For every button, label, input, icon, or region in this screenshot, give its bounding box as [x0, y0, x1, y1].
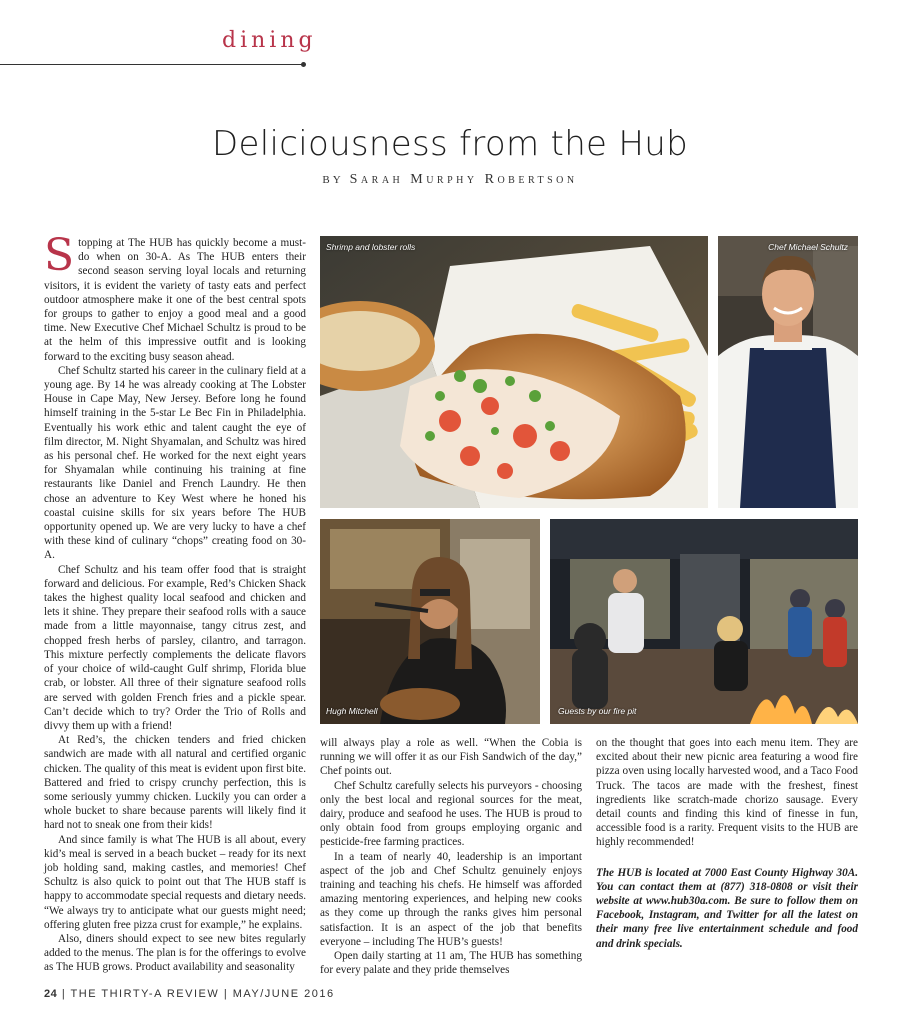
photo-caption: Guests by our fire pit: [558, 706, 637, 716]
photo-caption: Chef Michael Schultz: [768, 242, 848, 252]
section-divider-dot: [301, 62, 306, 67]
footer-separator: |: [223, 988, 233, 1000]
paragraph: In a team of nearly 40, leadership is an important aspect of the job and Chef Schultz genuinely enjoys training and teaching his chefs. He himself was afforded amazing mentoring experiences, and helping new cooks as they come up through the ranks gives him personal satisfaction. It is an aspect of the job that benefits everyone – including The HUB’s guests!: [320, 850, 582, 948]
author-name: Sarah Murphy Robertson: [349, 172, 578, 187]
photo-caption: Hugh Mitchell: [326, 706, 378, 716]
article-title: Deliciousness from the Hub: [212, 124, 688, 164]
page-footer: [44, 988, 335, 1000]
paragraph: on the thought that goes into each menu item. They are excited about their new picnic area featuring a wood fire pizza oven using locally harvested wood, and a Taco Food Truck. The tacos are made with the freshest, finest ingredients like scratch-made chorizo sausage. Every detail counts and finding this kind of finesse in fun, accessible food is a rarity. Frequent visits to the HUB are highly recommended!: [596, 737, 858, 849]
paragraph: At Red’s, the chicken tenders and fried chicken sandwich are made with all natural and certified organic chicken. The quality of this meat is evident upon first bite. Battered and fried to crispy crunchy perfection, this is some seriously yummy chicken. Luckily you can order a whole bucket to share because parents will likely find it hard not to sneak one from their kids!: [44, 734, 306, 832]
issue-date: MAY/JUNE 2016: [232, 988, 335, 1000]
paragraph: Chef Schultz and his team offer food that is straight forward and delicious. For example, Red’s Chicken Shack takes the highest quality local seafood and chicken and lets it shine. They prepare their seafood rolls with a sauce made from a little mayonnaise, tangy citrus zest, and chopped fresh herbs of parsley, cilantro, and tarragon. This mixture perfectly complements the delicate flavors of your choice of wild-caught Gulf shrimp, Florida blue crab, or lobster. All three of their signature seafood rolls are served with golden French fries and a pickle spear. Can’t decide which to try? Order the Trio of Rolls and divvy them up with a friend!: [44, 563, 306, 732]
photo-fire-pit-guests: [550, 519, 858, 724]
photo-caption: Shrimp and lobster rolls: [326, 242, 416, 252]
paragraph: Chef Schultz carefully selects his purveyors - choosing only the best local and regional sources for the meat, dairy, produce and seafood he uses. The HUB is proud to only obtain food from groups employing organic and pesticide-free farming practices.: [320, 779, 582, 849]
publication-name: THE THIRTY-A REVIEW: [70, 988, 220, 1000]
paragraph: Chef Schultz started his career in the culinary field at a young age. By 14 he was already cooking at The Lobster House in Cape May, New Jersey. Before long he found himself training in the 5-star Le Bec Fin in Philadelphia. Eventually his work ethic and talent caught the eye of film director, M. Night Shyamalan, and Schultz was hired as his personal chef. He worked for the next eight years for Shyamalan while continuing his training at fine restaurants like Daniel and French Laundry. He then chose an adventure to Key West where he honed his coastal cuisine skills for six years before The HUB opportunity opened up. We are very lucky to have a chef with these kind of culinary “chops” creating food on 30-A.: [44, 364, 306, 562]
photo-seafood-rolls: [320, 236, 708, 508]
drop-cap: S: [44, 230, 75, 281]
photo-musician: [320, 519, 540, 724]
article-column-2: [320, 736, 582, 977]
byline: [0, 172, 900, 188]
seafood-rolls-illustration: [320, 236, 708, 508]
page-number: 24: [44, 988, 58, 1000]
paragraph: Also, diners should expect to see new bites regularly added to the menus. The plan is for the offerings to evolve as The HUB grows. Product availability and seasonality: [44, 932, 306, 974]
footer-separator: |: [61, 988, 71, 1000]
contact-info: The HUB is located at 7000 East County Highway 30A. You can contact them at (877) 318-0808 or visit their website at www.hub30a.com. Be sure to follow them on Facebook, Instagram, and Twitter for all the latest on their many free live entertainment schedule and food and drink specials.: [596, 866, 858, 950]
paragraph: will always play a role as well. “When the Cobia is running we will offer it as our Fish Sandwich of the day,” Chef points out.: [320, 737, 582, 778]
paragraph: And since family is what The HUB is all about, every kid’s meal is served in a beach bucket – ready for its next job holding sand, making castles, and memories! Chef Schultz is also quick to point out that The HUB staff is happy to accommodate special requests and dietary needs. “We always try to anticipate what our guests might need; offering gluten free pizza crust for example,” he explains.: [44, 833, 306, 931]
chef-portrait-illustration: [718, 236, 858, 508]
paragraph: Open daily starting at 11 am, The HUB has something for every palate and they pride themselves: [320, 950, 582, 977]
byline-prefix: BY: [322, 174, 344, 186]
section-label: dining: [222, 28, 317, 53]
fire-pit-illustration: [550, 519, 858, 724]
paragraph: Stopping at The HUB has quickly become a must-do when on 30-A. As The HUB enters their second season serving loyal locals and returning visitors, it is evident the variety of tasty eats and perfect outdoor atmosphere make it one of the best central spots for groups to gather to enjoy a good meal and a good time. New Executive Chef Michael Schultz is proud to be at the helm of this impressive outfit and is looking forward to the exciting busy season ahead.: [44, 230, 306, 363]
article-column-1: [44, 230, 306, 975]
article-column-3: [596, 736, 858, 951]
photo-chef: [718, 236, 858, 508]
musician-illustration: [320, 519, 540, 724]
section-divider: [0, 64, 304, 65]
